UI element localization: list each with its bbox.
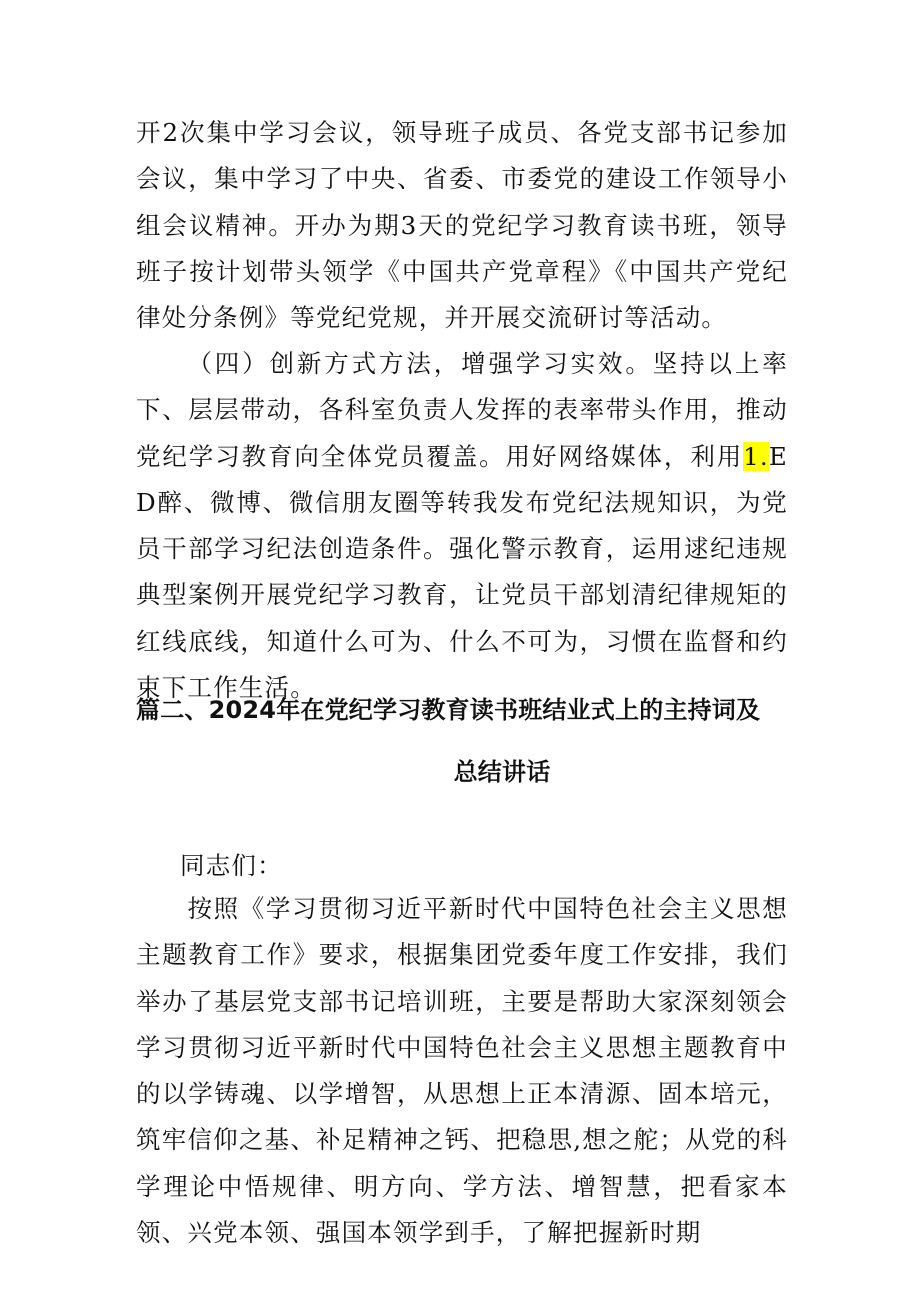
- paragraph-training-intro: 按照《学习贯彻习近平新时代中国特色社会主义思想主题教育工作》要求，根据集团党委年度工作安排，我们举办了基层党支部书记培训班，主要是帮助大家深刻领会学习贯彻习近平新时代中国特色社会主义思想主题教育中的以学铸魂、以学增智，从思想上正本清源、固本培元，筑牢信仰之基、补足精神之钙、把稳思,想之舵；从党的科学理论中悟规律、明方向、学方法、增智慧，把看家本领、兴党本领、强国本领学到手，了解把握新时期: [136, 894, 788, 1248]
- salutation: 同志们：: [180, 851, 283, 880]
- paragraph-study-meetings: 开2次集中学习会议，领导班子成员、各党支部书记参加会议，集中学习了中央、省委、市委党的建设工作领导小组会议精神。开办为期3天的党纪学习教育读书班，领导班子按计划带头领学《中国共产党章程》《中国共产党纪律处分条例》等党纪党规，并开展交流研讨等活动。: [136, 118, 788, 333]
- paragraph-text-part-2: ED醉、微博、微信朋友圈等转我发布党纪法规知识，为党员干部学习纪法创造条件。强化警示教育，运用逑纪违规典型案例开展党纪学习教育，让党员干部划清纪律规矩的红线底线，知道什么可为、什么不可为，习惯在监督和约束下工作生活。: [136, 441, 788, 703]
- highlighted-text: 1.: [743, 441, 769, 471]
- paragraph-text-part-1: （四）创新方式方法，增强学习实效。坚持以上率下、层层带动，各科室负责人发挥的表率带头作用，推动党纪学习教育向全体党员覆盖。用好网络媒体，利用: [136, 349, 788, 471]
- section-heading-line-1: 篇二、2024年在党纪学习教育读书班结业式上的主持词及: [136, 696, 761, 724]
- section-heading-line-2: 总结讲话: [453, 758, 551, 786]
- paragraph-innovation-methods: [136, 341, 788, 711]
